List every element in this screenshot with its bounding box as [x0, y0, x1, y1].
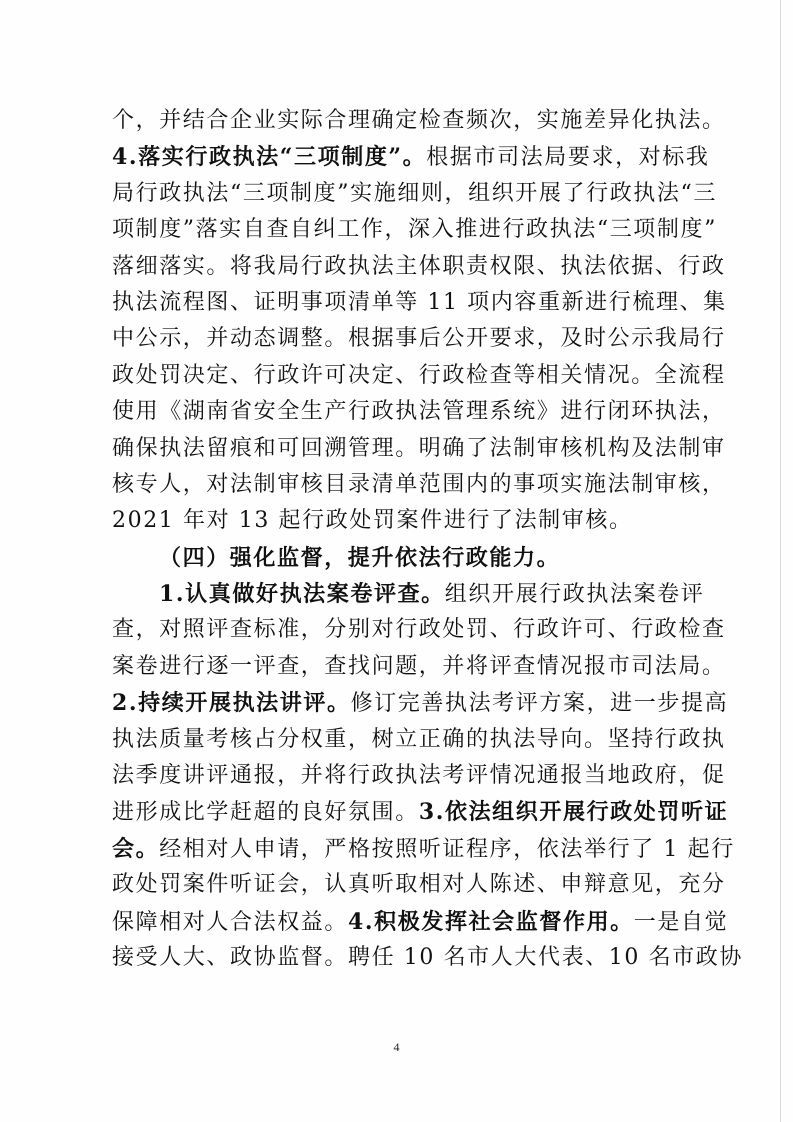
text-line — [112, 867, 726, 903]
text-line — [112, 394, 726, 430]
text-run: 组织开展行政执法案卷评 — [444, 582, 705, 608]
text-run: 中公示，并动态调整。根据事后公开要求，及时公示我局行 — [112, 326, 726, 352]
bold-text-run: 4.落实行政执法“三项制度”。 — [112, 144, 427, 171]
text-run: 使用《湖南省安全生产行政执法管理系统》进行闭环执法， — [112, 399, 726, 425]
text-run: 确保执法留痕和可回溯管理。明确了法制审核机构及法制审 — [112, 435, 726, 461]
text-run: 接受人大、政协监督。聘任 10 名市人大代表、10 名市政协 — [112, 944, 743, 970]
text-line — [112, 612, 726, 648]
text-line — [112, 103, 726, 139]
text-run: 核专人，对法制审核目录清单范围内的事项实施法制审核， — [112, 471, 726, 497]
text-line — [112, 321, 726, 357]
text-run: 一是自觉 — [633, 909, 729, 935]
text-line — [112, 831, 735, 867]
text-run: 案卷进行逐一评查，查找问题，并将评查情况报市司法局。 — [112, 653, 726, 679]
text-run: 2021 年对 13 起行政处罚案件进行了法制审核。 — [112, 508, 633, 534]
page-number: 4 — [393, 1040, 400, 1054]
text-line — [112, 685, 729, 721]
text-run: 保障相对人合法权益。 — [112, 909, 349, 935]
text-run: 执法质量考核占分权重，树立正确的执法导向。坚持行政执 — [112, 726, 726, 752]
text-run: 查，对照评查标准，分别对行政处罚、行政许可、行政检查 — [112, 617, 726, 643]
text-line — [112, 649, 726, 685]
bold-text-run: 2.持续开展执法讲评。 — [112, 690, 351, 717]
bold-text-run: 3.依法组织开展行政处罚听证 — [418, 799, 729, 826]
text-line — [112, 904, 729, 940]
text-line — [112, 540, 692, 576]
bold-text-run: （四）强化监督，提升依法行政能力。 — [159, 544, 561, 571]
text-line — [112, 249, 726, 285]
bold-text-run: 1.认真做好执法案卷评查。 — [159, 581, 445, 608]
text-line — [112, 285, 727, 321]
text-line — [112, 940, 743, 976]
text-run: 局行政执法“三项制度”实施细则，组织开展了行政执法“三 — [112, 180, 717, 206]
text-run: 根据市司法局要求，对标我 — [426, 145, 710, 171]
bold-text-run: 4.积极发挥社会监督作用。 — [348, 908, 634, 935]
text-run: 政处罚案件听证会，认真听取相对人陈述、申辩意见，充分 — [112, 872, 726, 898]
text-line — [112, 758, 726, 794]
text-run: 政处罚决定、行政许可决定、行政检查等相关情况。全流程 — [112, 362, 726, 388]
text-line — [112, 139, 710, 175]
bold-text-run: 会。 — [112, 835, 160, 862]
text-line — [112, 794, 729, 830]
text-line — [112, 212, 717, 248]
text-run: 法季度讲评通报，并将行政执法考评情况通报当地政府，促 — [112, 763, 726, 789]
text-run: 落细落实。将我局行政执法主体职责权限、执法依据、行政 — [112, 253, 726, 279]
scan-edge-line — [780, 0, 781, 1122]
text-line — [112, 503, 692, 539]
text-run: 个，并结合企业实际合理确定检查频次，实施差异化执法。 — [112, 108, 726, 133]
text-run: 项制度”落实自查自纠工作，深入推进行政执法“三项制度” — [112, 217, 717, 243]
text-line — [112, 431, 726, 467]
text-run: 修订完善执法考评方案，进一步提高 — [350, 691, 729, 717]
text-line — [112, 358, 726, 394]
text-line — [112, 722, 726, 758]
text-line — [112, 467, 726, 503]
text-line — [112, 576, 705, 612]
text-run: 经相对人申请，严格按照听证程序，依法举行了 1 起行 — [159, 836, 735, 862]
text-line — [112, 176, 717, 212]
text-run: 进形成比学赶超的良好氛围。 — [112, 800, 419, 826]
document-body — [112, 103, 743, 976]
text-run: 执法流程图、证明事项清单等 11 项内容重新进行梳理、集 — [112, 289, 727, 315]
